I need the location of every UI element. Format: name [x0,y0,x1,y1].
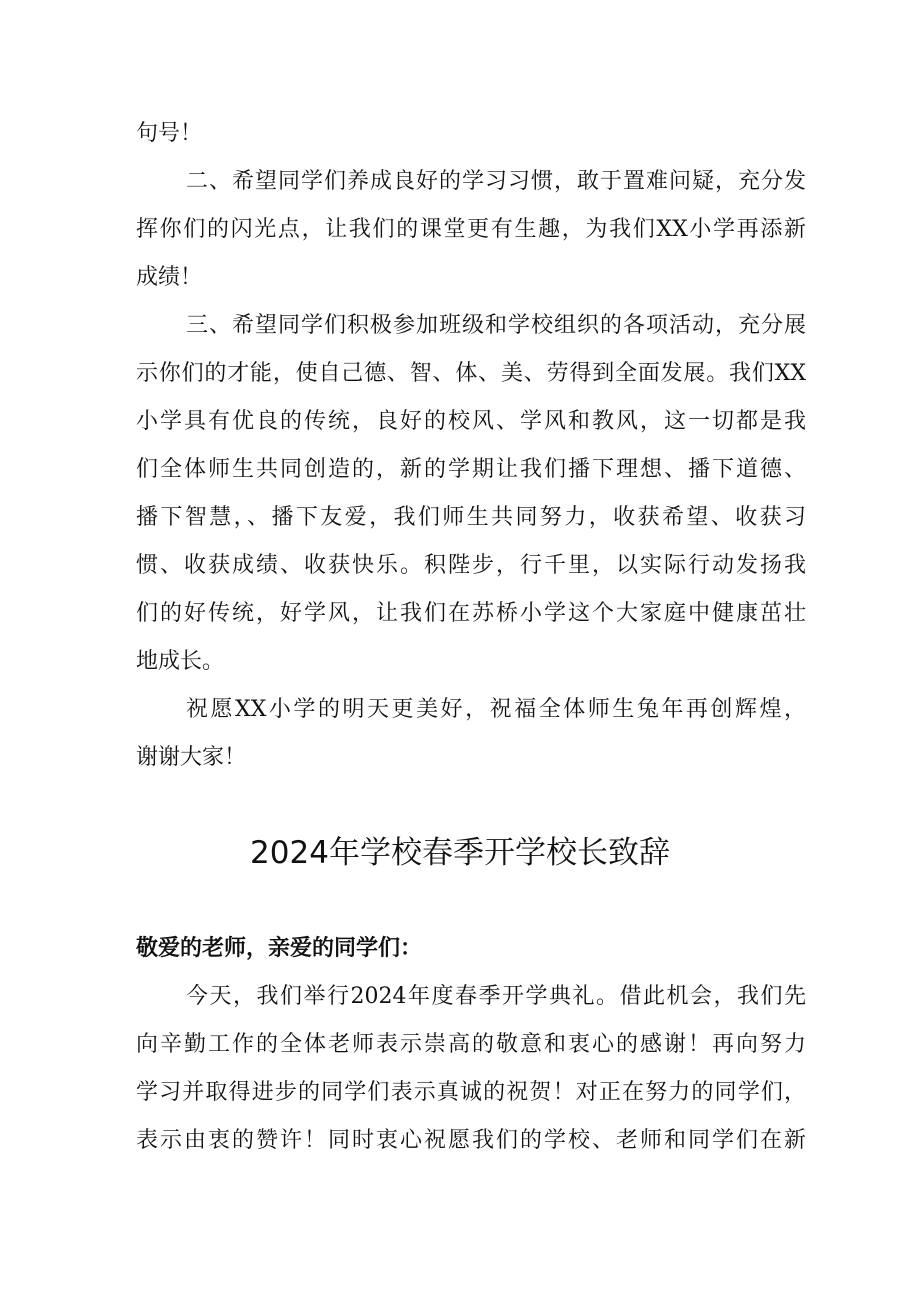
text-line: 挥你们的闪光点，让我们的课堂更有生趣，为我们XX小学再添新 [136,217,806,242]
new-speech-text [136,925,806,1165]
text-line: 句号！ [136,121,203,146]
text-line: 谢谢大家！ [136,745,247,770]
text-line: 二、希望同学们养成良好的学习习惯，敢于置难问疑，充分发 [186,169,806,194]
text-line: 们的好传统，好学风，让我们在苏桥小学这个大家庭中健康茁壮 [136,601,806,626]
text-line: 成绩！ [136,265,203,290]
text-line: 地成长。 [136,649,225,674]
text-line: 向辛勤工作的全体老师表示崇高的敬意和衷心的感谢！再向努力 [136,1032,806,1057]
speech-title: 2024年学校春季开学校长致辞 [250,835,670,871]
previous-speech-text [136,110,806,782]
text-line: 今天，我们举行2024年度春季开学典礼。借此机会，我们先 [186,984,806,1009]
text-line: 三、希望同学们积极参加班级和学校组织的各项活动，充分展 [186,313,806,338]
text-line: 表示由衷的赞许！同时衷心祝愿我们的学校、老师和同学们在新 [136,1128,806,1153]
text-line: 祝愿XX小学的明天更美好，祝福全体师生兔年再创辉煌， [186,697,806,722]
text-line: 学习并取得进步的同学们表示真诚的祝贺！对正在努力的同学们， [136,1080,806,1105]
salutation: 敬爱的老师，亲爱的同学们： [136,936,423,961]
text-line: 示你们的才能，使自己德、智、体、美、劳得到全面发展。我们XX [136,361,806,386]
text-line: 们全体师生共同创造的，新的学期让我们播下理想、播下道德、 [136,457,806,482]
text-line: 播下智慧，、播下友爱，我们师生共同努力，收获希望、收获习 [136,505,806,530]
text-line: 惯、收获成绩、收获快乐。积陛步，行千里，以实际行动发扬我 [136,553,806,578]
text-line: 小学具有优良的传统，良好的校风、学风和教风，这一切都是我 [136,409,806,434]
